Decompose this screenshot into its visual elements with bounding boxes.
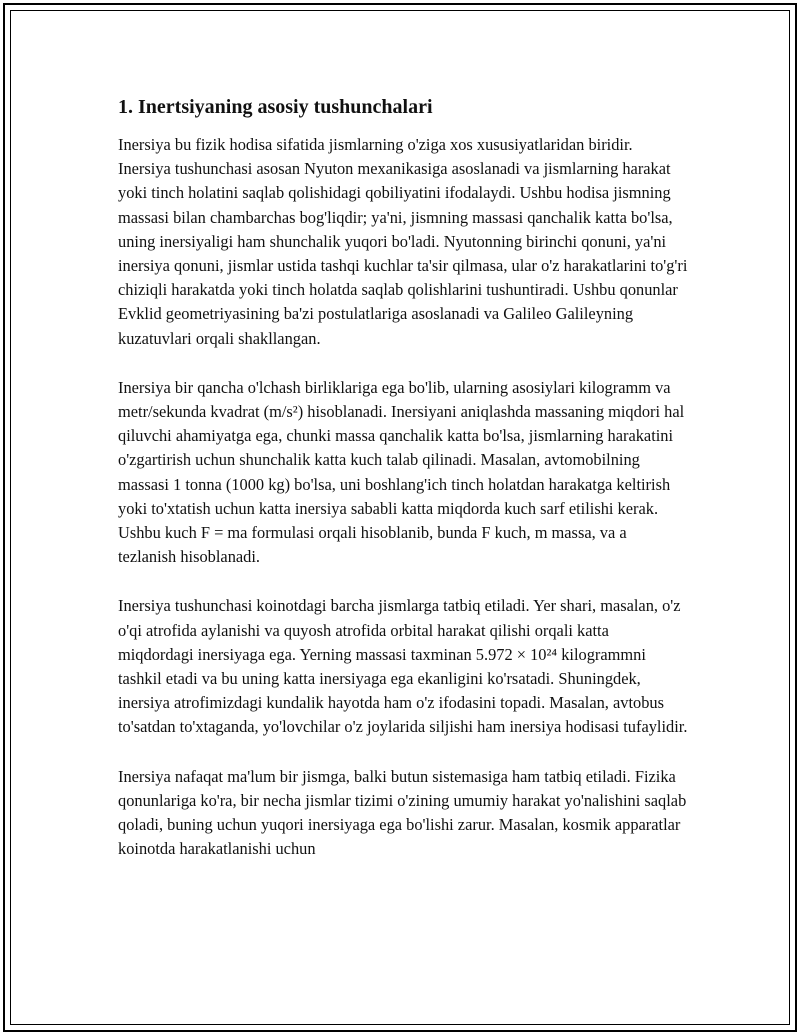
paragraph-4: Inersiya nafaqat ma'lum bir jismga, balki butun sistemasiga ham tatbiq etiladi. Fizika qonunlariga ko'ra, bir necha jismlar tizimi o'zining umumiy harakat yo'nalishini saqlab qoladi, buning uchun yuqori inersiyaga ega bo'lishi zarur. Masalan, kosmik apparatlar koinotda harakatlanishi uchun bbox=[118, 766, 687, 859]
paragraph-3: Inersiya tushunchasi koinotdagi barcha jismlarga tatbiq etiladi. Yer shari, masalan, o'z o'qi atrofida aylanishi va quyosh atrofida orbital harakat qilishi orqali katta miqdordagi inersiyaga ega. Yerning massasi taxminan 5.972 × 10²⁴ kilogrammni tashkil etadi va bu uning katta inersiyaga ega ekanligini ko'rsatadi. Shuningdek, inersiya atrofimizdagi kundalik hayotda ham o'z ifodasini topadi. Masalan, avtobus to'satdan to'xtaganda, yo'lovchilar o'z joylarida siljishi ham inersiya hodisasi tufaylidir. bbox=[118, 596, 688, 737]
document-body bbox=[118, 94, 688, 886]
paragraph-1: Inersiya bu fizik hodisa sifatida jismlarning o'ziga xos xususiyatlaridan biridir. Inersiya tushunchasi asosan Nyuton mexanikasiga asoslanadi va jismlarning harakat yoki tinch holatini saqlab qolishidagi qobiliyatini ifodalaydi. Ushbu hodisa jismning massasi bilan chambarchas bog'liqdir; ya'ni, jismning massasi qanchalik katta bo'lsa, uning inersiyaligi ham shunchalik yuqori bo'ladi. Nyutonning birinchi qonuni, ya'ni inersiya qonuni, jismlar ustida tashqi kuchlar ta'sir qilmasa, ular o'z harakatlarini to'g'ri chiziqli harakatda yoki tinch holatda saqlab qolishlarini tushuntiradi. Ushbu qonunlar Evklid geometriyasining ba'zi postulatlariga asoslanadi va Galileo Galileyning kuzatuvlari orqali shakllangan. bbox=[118, 135, 688, 348]
section-title: 1. Inertsiyaning asosiy tushunchalari bbox=[118, 96, 433, 118]
paragraph-2: Inersiya bir qancha o'lchash birliklariga ega bo'lib, ularning asosiylari kilogramm va metr/sekunda kvadrat (m/s²) hisoblanadi. Inersiyani aniqlashda massaning miqdori hal qiluvchi ahamiyatga ega, chunki massa qanchalik katta bo'lsa, jismlarning harakatini o'zgartirish uchun shunchalik katta kuch talab qilinadi. Masalan, avtomobilning massasi 1 tonna (1000 kg) bo'lsa, uni boshlang'ich tinch holatdan harakatga keltirish yoki to'xtatish uchun katta inersiya sababli katta miqdorda kuch sarf etilishi kerak. Ushbu kuch F = ma formulasi orqali hisoblanib, bunda F kuch, m massa, va a tezlanish hisoblanadi. bbox=[118, 377, 685, 567]
